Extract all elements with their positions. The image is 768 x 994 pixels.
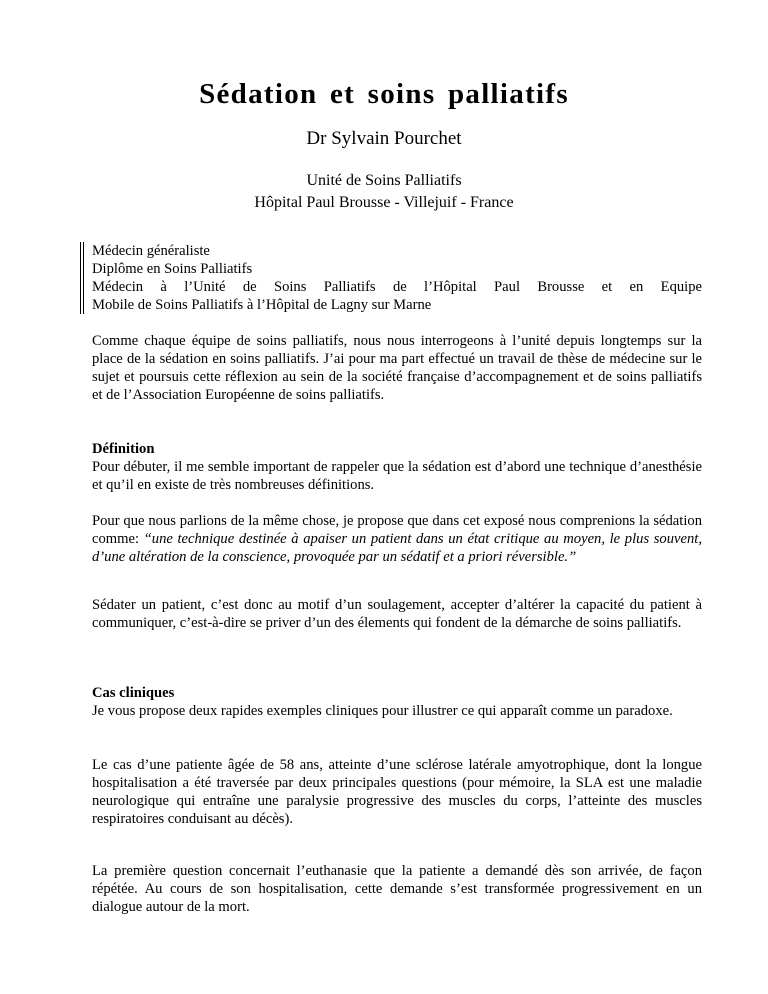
bio-line: Diplôme en Soins Palliatifs (92, 261, 253, 277)
sedation-definition-quote: “une technique destinée à apaiser un patient dans un état critique au moyen, le plus souvent, d’une altération de la conscience, provoquée par un sédatif et a priori réversible.” (92, 531, 702, 565)
document-title: Sédation et soins palliatifs (199, 78, 569, 110)
bio-lines (92, 242, 702, 314)
intro-paragraph (92, 332, 702, 404)
affiliation-hospital: Hôpital Paul Brousse - Villejuif - France (254, 194, 514, 211)
author-affiliation (0, 170, 768, 214)
definition-heading: Définition (92, 441, 155, 457)
definition-paragraph-3 (92, 596, 702, 632)
definition-intro-text: Pour que nous parlions de la même chose, je propose que dans cet exposé nous comprenions la sédation comme: (92, 513, 702, 547)
bio-line: Mobile de Soins Palliatifs à l’Hôpital de Lagny sur Marne (92, 297, 432, 313)
cases-paragraph-3 (92, 862, 702, 916)
author-bio (80, 242, 700, 314)
bio-line: Médecin généraliste (92, 243, 210, 259)
definition-paragraph-2-text (92, 512, 702, 566)
cases-heading: Cas cliniques (92, 685, 175, 701)
bio-line: Médecin à l’Unité de Soins Palliatifs de l’Hôpital Paul Brousse et en Equipe (92, 279, 702, 295)
cases-paragraph-2 (92, 756, 702, 828)
cases-section (92, 684, 702, 720)
cases-paragraph-1: Je vous propose deux rapides exemples cliniques pour illustrer ce qui apparaît comme un paradoxe. (92, 703, 673, 719)
definition-paragraph-3-text: Sédater un patient, c’est donc au motif d’un soulagement, accepter d’altérer la capacité du patient à communiquer, c’est-à-dire se priver d’un des élements qui fondent de la démarche de soins palliatifs. (92, 597, 702, 631)
intro-text: Comme chaque équipe de soins palliatifs, nous nous interrogeons à l’unité depuis longtemps sur la place de la sédation en soins palliatifs. J’ai pour ma part effectué un travail de thèse de médecine sur le sujet et poursuis cette réflexion au sein de la société française d’accompagnement et de soins palliatifs et de l’Association Européenne de soins palliatifs. (92, 333, 702, 403)
bio-rule-inner (83, 242, 84, 314)
cases-paragraph-3-text: La première question concernait l’euthanasie que la patiente a demandé dès son arrivée, de façon répétée. Au cours de son hospitalisation, cette demande s’est transformée progressivement en un dialogue autour de la mort. (92, 863, 702, 915)
author-name: Dr Sylvain Pourchet (306, 128, 462, 149)
definition-section (92, 440, 702, 494)
affiliation-unit: Unité de Soins Palliatifs (306, 172, 462, 189)
definition-paragraph-1: Pour débuter, il me semble important de rappeler que la sédation est d’abord une technique d’anesthésie et qu’il en existe de très nombreuses définitions. (92, 459, 702, 493)
definition-paragraph-2 (92, 512, 702, 566)
bio-rule-outer (80, 242, 81, 314)
cases-paragraph-2-text: Le cas d’une patiente âgée de 58 ans, atteinte d’une sclérose latérale amyotrophique, dont la longue hospitalisation a été traversée par deux principales questions (pour mémoire, la SLA est une maladie neurologique qui entraîne une paralysie progressive des muscles du corps, l’atteinte des muscles respiratoires conduisant au décès). (92, 757, 702, 827)
